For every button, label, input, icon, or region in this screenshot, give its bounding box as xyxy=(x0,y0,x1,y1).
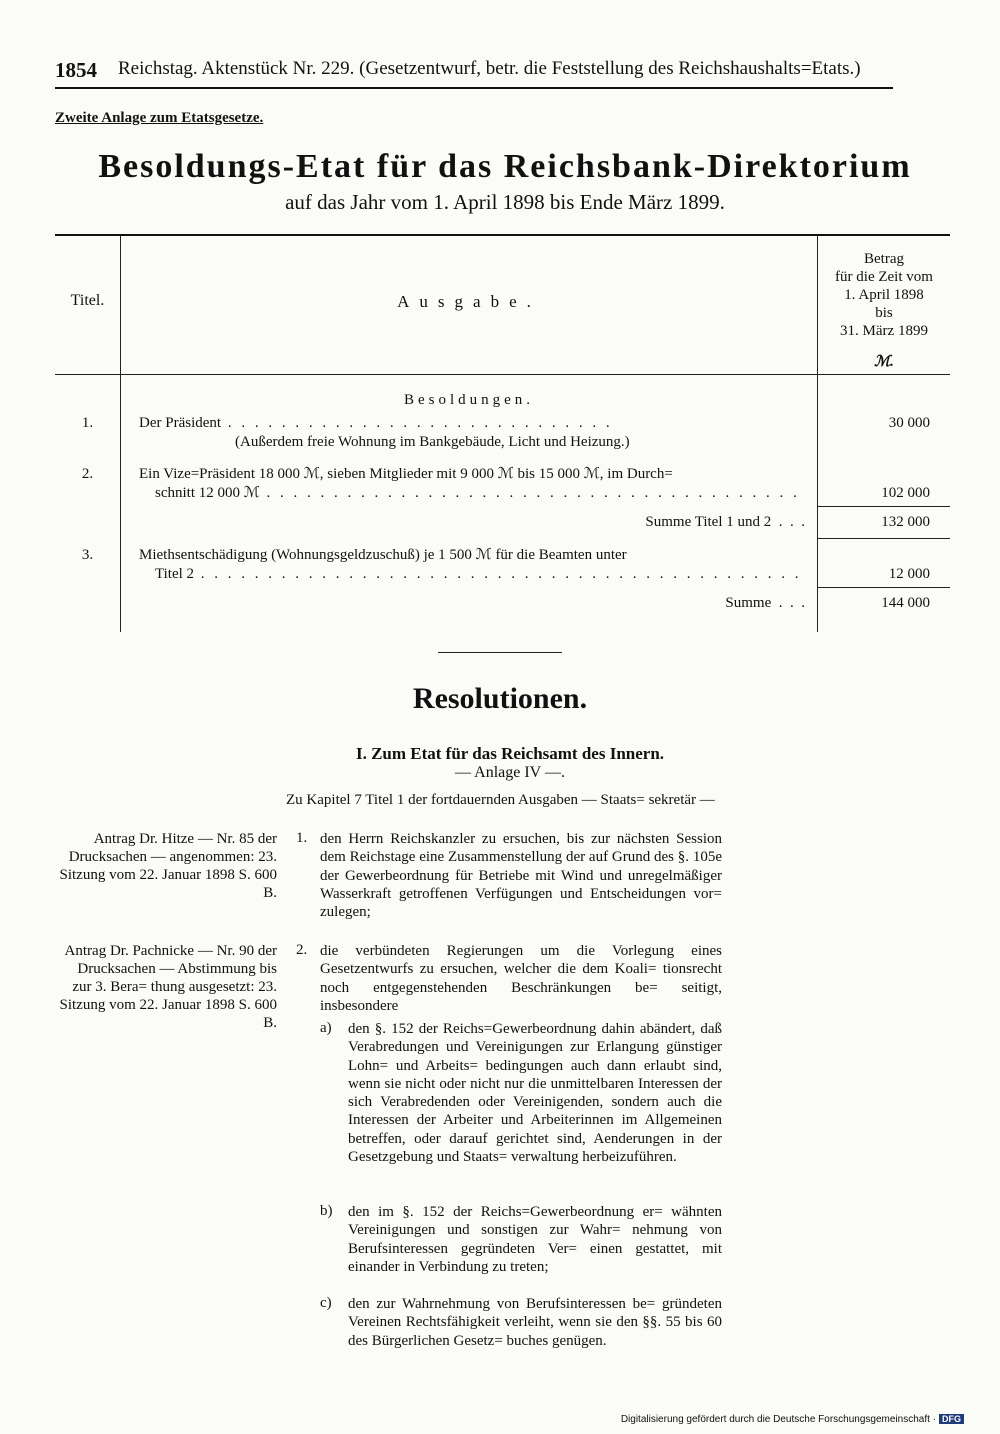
page-number: 1854 xyxy=(55,58,97,82)
sum-label: Summe Titel 1 und 2 . . . xyxy=(645,514,805,530)
sum-rule xyxy=(818,538,950,539)
header-rule xyxy=(55,87,893,89)
row-number: 1. xyxy=(81,415,94,431)
column-header-titel: Titel. xyxy=(70,292,105,309)
row-text-cont: Titel 2 . . . . . . xyxy=(155,565,805,584)
row-text-cont: schnitt 12 000 ℳ . . . . . . xyxy=(155,484,805,503)
subitem-label: b) xyxy=(320,1203,333,1219)
side-note: Antrag Dr. Pachnicke — Nr. 90 der Drucksachen — Abstimmung bis zur 3. Bera= thung ausgesetzt: 23. Sitzung vom 22. Januar 1898 S. 600 B. xyxy=(59,943,277,1031)
row-amount: 12 000 xyxy=(888,566,930,582)
item-text: den Herrn Reichskanzler zu ersuchen, bis zur nächsten Session dem Reichstage eine Zusammenstellung der auf Grund des §. 105e der Gewerbeordnung für Betriebe mit Wind und unregelmäßiger Wasserkraft getroffenen Verfügungen und Entscheidungen vor= zulegen; xyxy=(320,831,722,921)
column-header-betrag: Betrag für die Zeit vom 1. April 1898 bis 31. März 1899 xyxy=(835,251,933,339)
resolution-subitem xyxy=(320,1203,722,1276)
sum-rule xyxy=(818,587,950,588)
subitem-text: den §. 152 der Reichs=Gewerbeordnung dahin abändert, daß Verabredungen und Vereinigungen zur Erlangung günstiger Lohn= und Arbeits= bedingungen auch dann erlaubt sind, wenn sie nicht oder nicht nur die unmittelbaren Interessen der sich Verabredenden oder Vereinigenden, sondern auch die Interessen der Arbeiter und Arbeiterinnen im Allgemeinen betreffen, oder darauf gerichtet sind, Aenderungen in der Gesetzgebung und Staats= verwaltung herbeizuführen. xyxy=(348,1021,722,1166)
document-title: Besoldungs-Etat für das Reichsbank-Direktorium xyxy=(98,148,912,185)
subitem-text: den im §. 152 der Reichs=Gewerbeordnung er= wähnten Vereinigungen und sonstigen zur Wahr= nehmung von Berufsinteressen gegründeten Ver= einen gestattet, mit einander in Verbindung zu treten; xyxy=(348,1204,722,1275)
row-text: Ein Vize=Präsident 18 000 ℳ, sieben Mitglieder mit 9 000 ℳ bis 15 000 ℳ, im Durch= xyxy=(139,466,673,482)
section-title: I. Zum Etat für das Reichsamt des Innern. xyxy=(355,744,665,763)
row-number: 2. xyxy=(81,466,94,482)
resolutionen-title: Resolutionen. xyxy=(412,682,588,715)
row-number: 3. xyxy=(81,547,94,563)
section-separator xyxy=(438,652,562,653)
section-subtitle: — Anlage IV —. xyxy=(455,764,565,781)
item-label: 1. xyxy=(296,830,308,846)
anlage-label: Zweite Anlage zum Etatsgesetze. xyxy=(55,110,264,126)
row-text: Miethsentschädigung (Wohnungsgeldzuschuß) je 1 500 ℳ für die Beamten unter xyxy=(139,547,627,563)
subitem-label: a) xyxy=(320,1020,332,1036)
item-label: 2. xyxy=(296,942,308,958)
sum-label: Summe . . . xyxy=(725,595,805,611)
row-amount: 30 000 xyxy=(888,415,930,431)
sum-rule xyxy=(818,506,950,507)
row-note: (Außerdem freie Wohnung im Bankgebäude, Licht und Heizung.) xyxy=(235,434,630,450)
row-amount: 102 000 xyxy=(881,485,930,501)
row-text: Der Präsident . . . xyxy=(139,414,807,433)
header-divider xyxy=(55,374,950,375)
item-text: die verbündeten Regierungen um die Vorlegung eines Gesetzentwurfs zu ersuchen, welcher die dem Koali= tionsrecht noch entgegenstehenden Beschränkungen be= seitigt, insbesondere xyxy=(320,943,722,1014)
running-title: Reichstag. Aktenstück Nr. 229. (Gesetzentwurf, betr. die Feststellung des Reichshaushalts=Etats.) xyxy=(118,58,861,79)
subitem-label: c) xyxy=(320,1295,332,1311)
footer-credit: Digitalisierung gefördert durch die Deutsche Forschungsgemeinschaft · DFG xyxy=(621,1414,964,1425)
side-note: Antrag Dr. Hitze — Nr. 85 der Drucksachen — angenommen: 23. Sitzung vom 22. Januar 1898 S. 600 B. xyxy=(59,831,277,901)
resolution-item xyxy=(296,942,722,1015)
resolution-item xyxy=(296,830,722,921)
subitem-text: den zur Wahrnehmung von Berufsinteressen be= gründeten Vereinen Rechtsfähigkeit verleiht, wenn sie den §§. 55 bis 60 des Bürgerlichen Gesetz= buches genügen. xyxy=(348,1296,722,1349)
resolution-subitem xyxy=(320,1295,722,1350)
currency-unit: ℳ. xyxy=(874,354,894,370)
resolution-subitem xyxy=(320,1020,722,1166)
dfg-logo: DFG xyxy=(939,1414,964,1424)
column-header-ausgabe: Ausgabe. xyxy=(397,292,541,311)
budget-table xyxy=(55,234,950,632)
sum-amount: 144 000 xyxy=(881,595,930,611)
document-subtitle: auf das Jahr vom 1. April 1898 bis Ende März 1899. xyxy=(285,190,725,214)
intro-paragraph: Zu Kapitel 7 Titel 1 der fortdauernden Ausgaben — Staats= sekretär — xyxy=(286,792,715,808)
section-heading: Besoldungen. xyxy=(403,392,535,408)
sum-amount: 132 000 xyxy=(881,514,930,530)
